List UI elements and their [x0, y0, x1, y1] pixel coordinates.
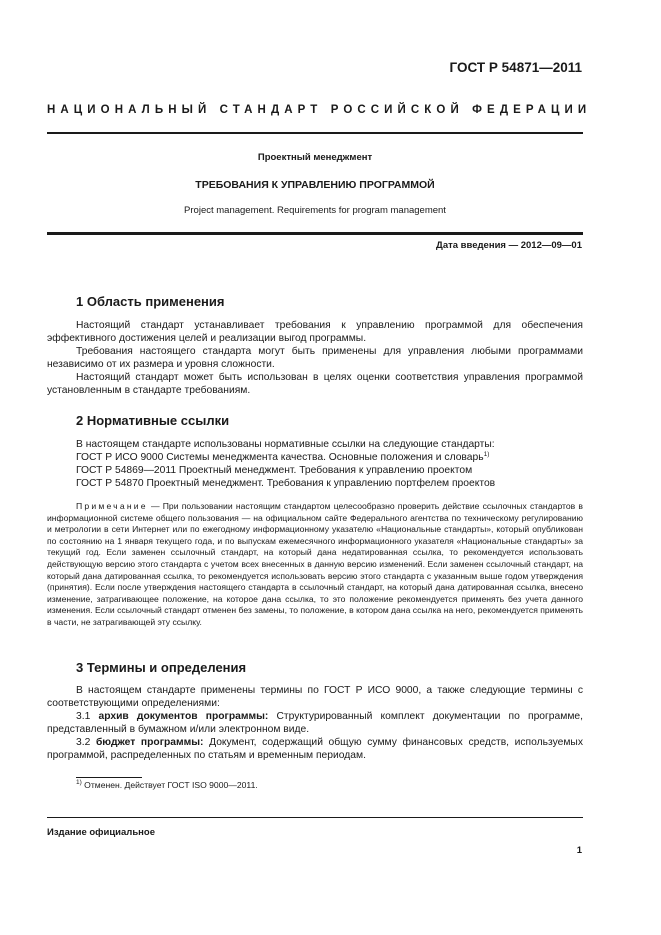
paragraph: Настоящий стандарт может быть использован в целях оценки соответствия управления программой установленным в стандарте требованиям.	[47, 371, 583, 396]
paragraph: В настоящем стандарте использованы нормативные ссылки на следующие стандарты:	[76, 439, 495, 450]
reference-item	[47, 452, 583, 465]
national-standard-header: НАЦИОНАЛЬНЫЙ СТАНДАРТ РОССИЙСКОЙ ФЕДЕРАЦИИ	[47, 104, 592, 116]
paragraph: Требования настоящего стандарта могут быть применены для управления любыми программами независимо от их размера и уровня сложности.	[47, 345, 583, 370]
title-rule	[47, 232, 583, 235]
section-3-body	[47, 685, 583, 762]
document-title: ТРЕБОВАНИЯ К УПРАВЛЕНИЮ ПРОГРАММОЙ	[195, 179, 435, 191]
note-text: — При пользовании настоящим стандартом целесообразно проверить действие ссылочных стандартов в информационной системе общего пользования — на официальном сайте Федерального агентства по техническому регулированию и метрологии в сети Интернет или по ежегодному информационному указателю «Национальные стандарты», который опубликован по состоянию на 1 января текущего года, и по выпускам ежемесячного информационного указателя «Национальные стандарты» за текущий год. Если заменен ссылочный стандарт, на который дана недатированная ссылка, то рекомендуется использовать действующую версию этого стандарта с учетом всех внесенных в данную версию изменений. Если заменен ссылочный стандарт, на который дана датированная ссылка, то рекомендуется использовать версию этого стандарта с указанным выше годом утверждения (принятия). Если после утверждения настоящего стандарта в ссылочный стандарт, на который дана датированная ссылка, внесено изменение, затрагивающее положение, на которое дана ссылка, то это положение рекомендуется применять без учета данного изменения. Если ссылочный стандарт отменен без замены, то положение, в котором дана ссылка на него, рекомендуется применять в части, не затрагивающей эту ссылку.	[47, 501, 583, 627]
term-definition: Структурированный комплект документации по программе, представленный в бумажном и/или электронном виде.	[47, 710, 583, 735]
term-number: 3.1	[76, 710, 99, 722]
term-name: бюджет программы:	[95, 736, 204, 748]
section-2-heading: 2 Нормативные ссылки	[76, 413, 230, 428]
header-rule	[47, 132, 583, 134]
note-label: Примечание	[76, 501, 148, 511]
footnote-marker: 1)	[76, 779, 82, 786]
page-number: 1	[576, 845, 582, 856]
section-2-body	[47, 439, 583, 491]
term-entry	[47, 711, 583, 737]
official-edition-label: Издание официальное	[47, 827, 155, 838]
footnote	[76, 780, 258, 790]
section-1-body	[47, 320, 583, 397]
field-name: Проектный менеджмент	[257, 152, 373, 163]
section-3-heading: 3 Термины и определения	[76, 660, 247, 675]
note	[47, 501, 583, 629]
footer-rule	[47, 817, 583, 818]
term-entry	[47, 737, 583, 763]
footnote-rule	[76, 777, 142, 778]
footnote-text: Отменен. Действует ГОСТ ISO 9000—2011.	[81, 780, 258, 790]
reference-item: ГОСТ Р 54870 Проектный менеджмент. Требования к управлению портфелем проектов	[76, 477, 496, 489]
footnote-marker: 1)	[483, 450, 490, 458]
term-name: архив документов программы:	[98, 710, 269, 722]
section-1-heading: 1 Область применения	[76, 294, 225, 309]
term-definition: Документ, содержащий общую сумму финансовых средств, используемых программой, распределенных по статьям и временным периодам.	[47, 736, 583, 761]
paragraph: В настоящем стандарте применены термины по ГОСТ Р ИСО 9000, а также следующие термины с соответствующими определениями:	[47, 685, 583, 709]
paragraph: Настоящий стандарт устанавливает требования к управлению программой для обеспечения эффективного достижения целей и реализации выгод программы.	[47, 320, 583, 344]
document-title-english: Project management. Requirements for program management	[184, 205, 446, 216]
introduction-date: Дата введения — 2012—09—01	[436, 240, 582, 251]
reference-text: ГОСТ Р ИСО 9000 Системы менеджмента качества. Основные положения и словарь	[76, 451, 484, 463]
reference-item: ГОСТ Р 54869—2011 Проектный менеджмент. Требования к управлению проектом	[76, 464, 473, 476]
standard-code: ГОСТ Р 54871—2011	[449, 60, 582, 75]
term-number: 3.2	[76, 736, 96, 748]
